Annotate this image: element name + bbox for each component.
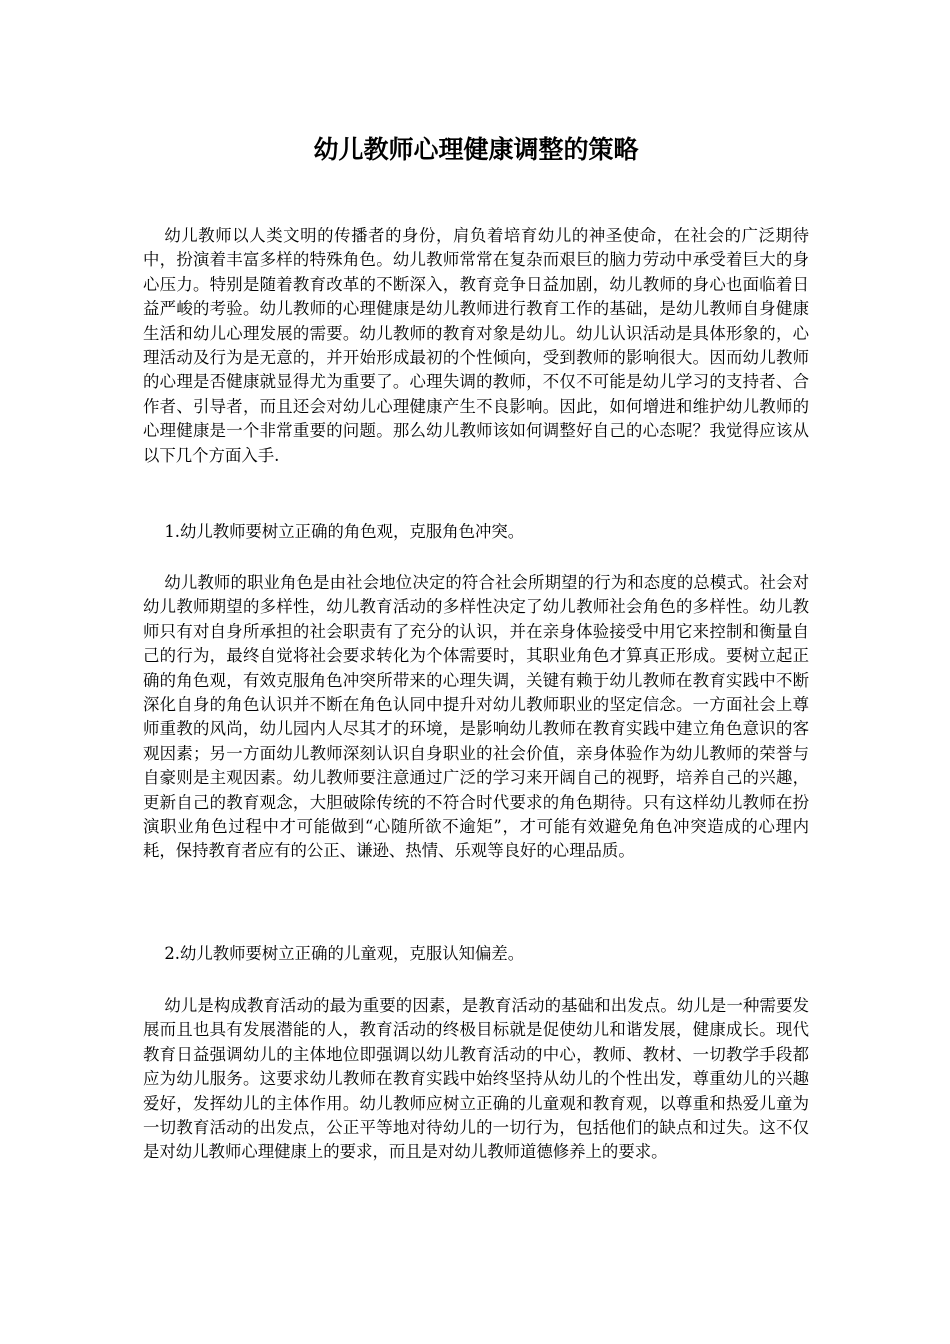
intro-paragraph: 幼儿教师以人类文明的传播者的身份，肩负着培育幼儿的神圣使命，在社会的广泛期待中，扮演着丰富多样的特殊角色。幼儿教师常常在复杂而艰巨的脑力劳动中承受着巨大的身心压力。特别是随着教育改革的不断深入，教育竞争日益加剧，幼儿教师的身心也面临着日益严峻的考验。幼儿教师的心理健康是幼儿教师进行教育工作的基础，是幼儿教师自身健康生活和幼儿心理发展的需要。幼儿教师的教育对象是幼儿。幼儿认识活动是具体形象的，心理活动及行为是无意的，并开始形成最初的个性倾向，受到教师的影响很大。因而幼儿教师的心理是否健康就显得尤为重要了。心理失调的教师，不仅不可能是幼儿学习的支持者、合作者、引导者，而且还会对幼儿心理健康产生不良影响。因此，如何增进和维护幼儿教师的心理健康是一个非常重要的问题。那么幼儿教师该如何调整好自己的心态呢？我觉得应该从以下几个方面入手. — [143, 226, 809, 465]
section-2-heading: 2.幼儿教师要树立正确的儿童观，克服认知偏差。 — [164, 944, 525, 963]
section-1-heading: 1.幼儿教师要树立正确的角色观，克服角色冲突。 — [164, 522, 525, 541]
section-1-paragraph: 幼儿教师的职业角色是由社会地位决定的符合社会所期望的行为和态度的总模式。社会对幼儿教师期望的多样性，幼儿教育活动的多样性决定了幼儿教师社会角色的多样性。幼儿教师只有对自身所承担的社会职责有了充分的认识，并在亲身体验接受中用它来控制和衡量自己的行为，最终自觉将社会要求转化为个体需要时，其职业角色才算真正形成。要树立起正确的角色观，有效克服角色冲突所带来的心理失调，关键有赖于幼儿教师在教育实践中不断深化自身的角色认识并不断在角色认同中提升对幼儿教师职业的坚定信念。一方面社会上尊师重教的风尚，幼儿园内人尽其才的环境，是影响幼儿教师在教育实践中建立角色意识的客观因素；另一方面幼儿教师深刻认识自身职业的社会价值，亲身体验作为幼儿教师的荣誉与自豪则是主观因素。幼儿教师要注意通过广泛的学习来开阔自己的视野，培养自己的兴趣，更新自己的教育观念，大胆破除传统的不符合时代要求的角色期待。只有这样幼儿教师在扮演职业角色过程中才可能做到“心随所欲不逾矩”，才可能有效避免角色冲突造成的心理内耗，保持教育者应有的公正、谦逊、热情、乐观等良好的心理品质。 — [143, 573, 809, 861]
section-2-paragraph: 幼儿是构成教育活动的最为重要的因素，是教育活动的基础和出发点。幼儿是一种需要发展而且也具有发展潜能的人，教育活动的终极目标就是促使幼儿和谐发展，健康成长。现代教育日益强调幼儿的主体地位即强调以幼儿教育活动的中心，教师、教材、一切教学手段都应为幼儿服务。这要求幼儿教师在教育实践中始终坚持从幼儿的个性出发，尊重幼儿的兴趣爱好，发挥幼儿的主体作用。幼儿教师应树立正确的儿童观和教育观，以尊重和热爱儿童为一切教育活动的出发点，公正平等地对待幼儿的一切行为，包括他们的缺点和过失。这不仅是对幼儿教师心理健康上的要求，而且是对幼儿教师道德修养上的要求。 — [143, 996, 809, 1162]
document-title: 幼儿教师心理健康调整的策略 — [313, 135, 639, 164]
